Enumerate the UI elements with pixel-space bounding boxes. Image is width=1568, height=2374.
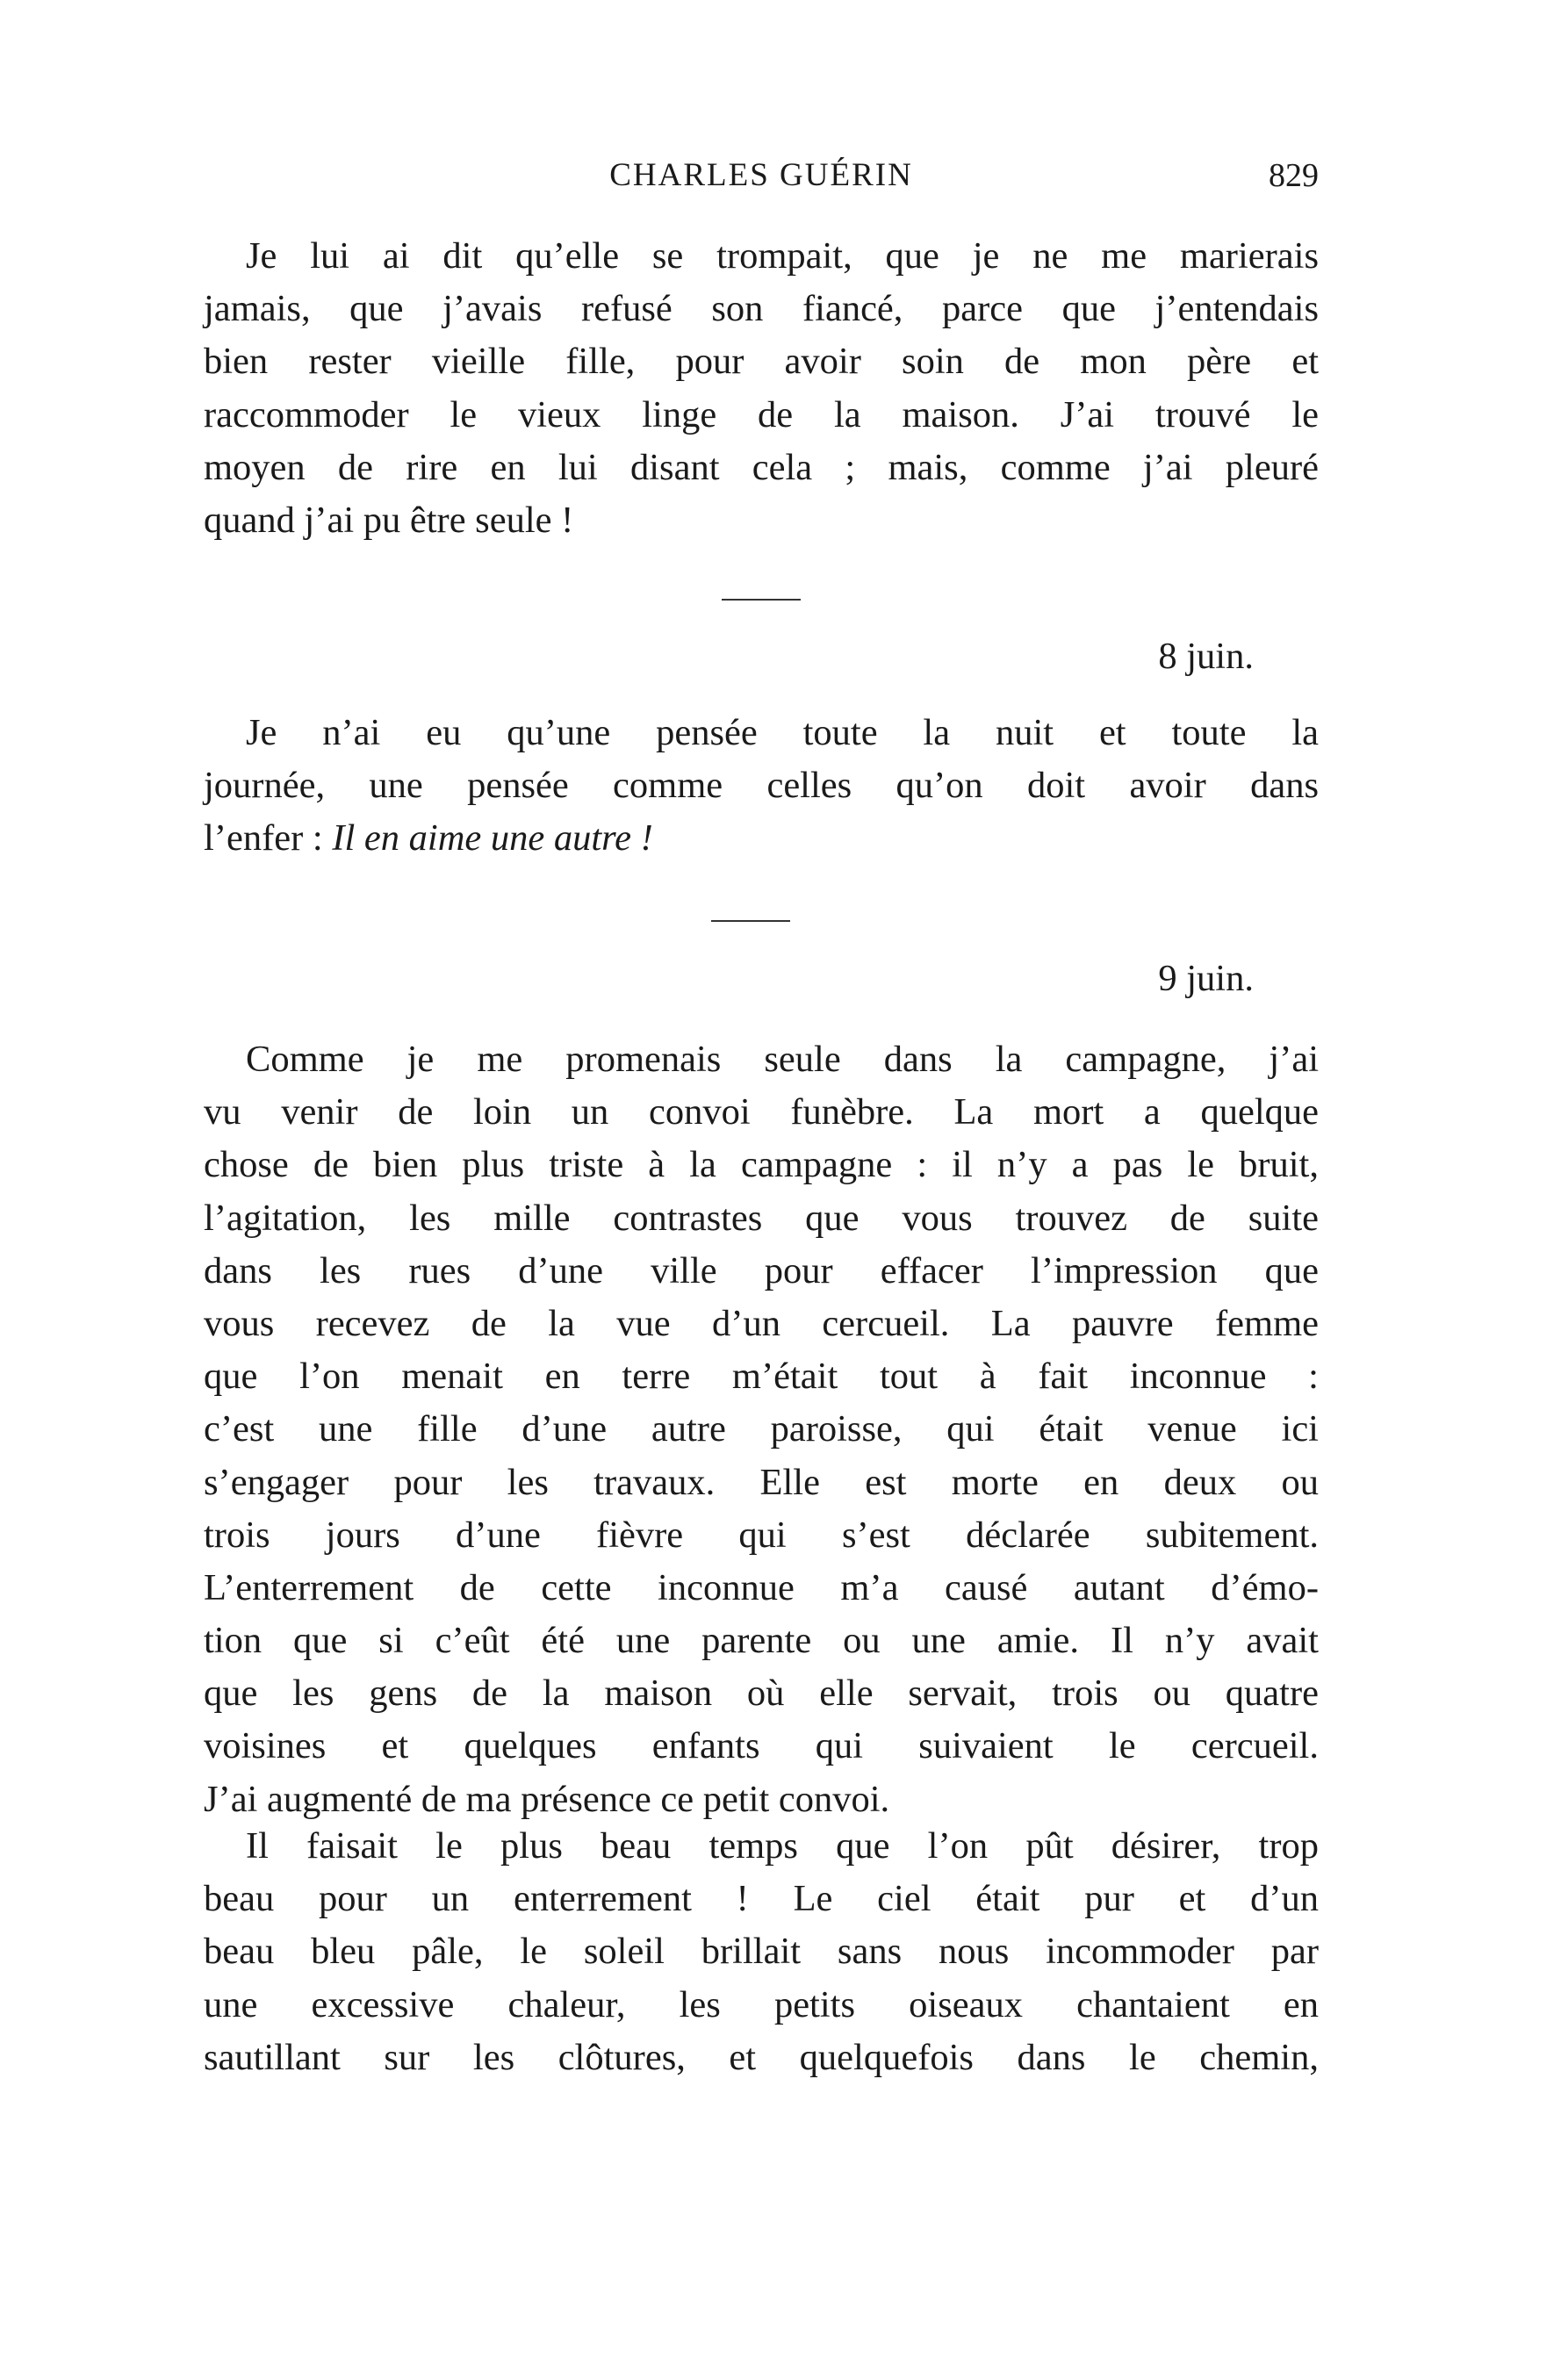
text-line: beau bleu pâle, le soleil brillait sans nous incommoder par [204,1931,1319,1973]
text-line: vous recevez de la vue d’un cercueil. La pauvre femme [204,1302,1319,1344]
book-page [204,0,1319,2374]
text-line: bien rester vieille fille, pour avoir soin de mon père et [204,341,1319,383]
italic-quote: Il en aime une autre ! [332,817,653,860]
paragraph-1 [204,230,1319,547]
running-head [204,156,1319,200]
entry-date: 9 juin. [1158,958,1254,999]
text-line: Je lui ai dit qu’elle se trompait, que je ne me marierais [246,235,1319,277]
text-line: une excessive chaleur, les petits oiseaux chantaient en [204,1983,1319,2025]
text-line: dans les rues d’une ville pour effacer l’impression que [204,1249,1319,1291]
text-line: J’ai augmenté de ma présence ce petit convoi. [204,1778,890,1820]
text-line: sautillant sur les clôtures, et quelquefois dans le chemin, [204,2036,1319,2078]
text-line: que l’on menait en terre m’était tout à fait inconnue : [204,1356,1319,1398]
text-line: vu venir de loin un convoi funèbre. La mort a quelque [204,1091,1319,1133]
running-title: CHARLES GUÉRIN [609,157,913,193]
text-line: l’agitation, les mille contrastes que vous trouvez de suite [204,1197,1319,1239]
section-divider [722,599,801,601]
entry-date: 8 juin. [1158,636,1254,677]
text-line: L’enterrement de cette inconnue m’a causé autant d’émo- [204,1566,1319,1608]
text-line [204,812,1319,865]
text-line: quand j’ai pu être seule ! [204,499,574,541]
text-line: beau pour un enterrement ! Le ciel était pur et d’un [204,1878,1319,1920]
text-line: Je n’ai eu qu’une pensée toute la nuit et toute la [246,712,1319,753]
page-number: 829 [1269,157,1319,194]
text-line: moyen de rire en lui disant cela ; mais, comme j’ai pleuré [204,446,1319,488]
text-line: jamais, que j’avais refusé son fiancé, parce que j’entendais [204,288,1319,330]
text-line: Comme je me promenais seule dans la campagne, j’ai [246,1039,1319,1080]
paragraph-4 [204,1820,1319,2084]
text-line: c’est une fille d’une autre paroisse, qui était venue ici [204,1408,1319,1450]
text-line: trois jours d’une fièvre qui s’est déclarée subitement. [204,1514,1319,1556]
text-line: chose de bien plus triste à la campagne : il n’y a pas le bruit, [204,1144,1319,1186]
text-line: journée, une pensée comme celles qu’on doit avoir dans [204,765,1319,807]
text-fragment: l’enfer : [204,817,333,860]
text-line: s’engager pour les travaux. Elle est morte en deux ou [204,1461,1319,1503]
text-line: Il faisait le plus beau temps que l’on pût désirer, trop [246,1825,1319,1867]
section-divider [711,920,790,922]
text-line: que les gens de la maison où elle servait, trois ou quatre [204,1673,1319,1715]
text-line: voisines et quelques enfants qui suivaient le cercueil. [204,1725,1319,1767]
text-line: tion que si c’eût été une parente ou une amie. Il n’y avait [204,1620,1319,1662]
text-line: raccommoder le vieux linge de la maison. J’ai trouvé le [204,393,1319,435]
paragraph-2 [204,707,1319,866]
paragraph-3 [204,1033,1319,1826]
